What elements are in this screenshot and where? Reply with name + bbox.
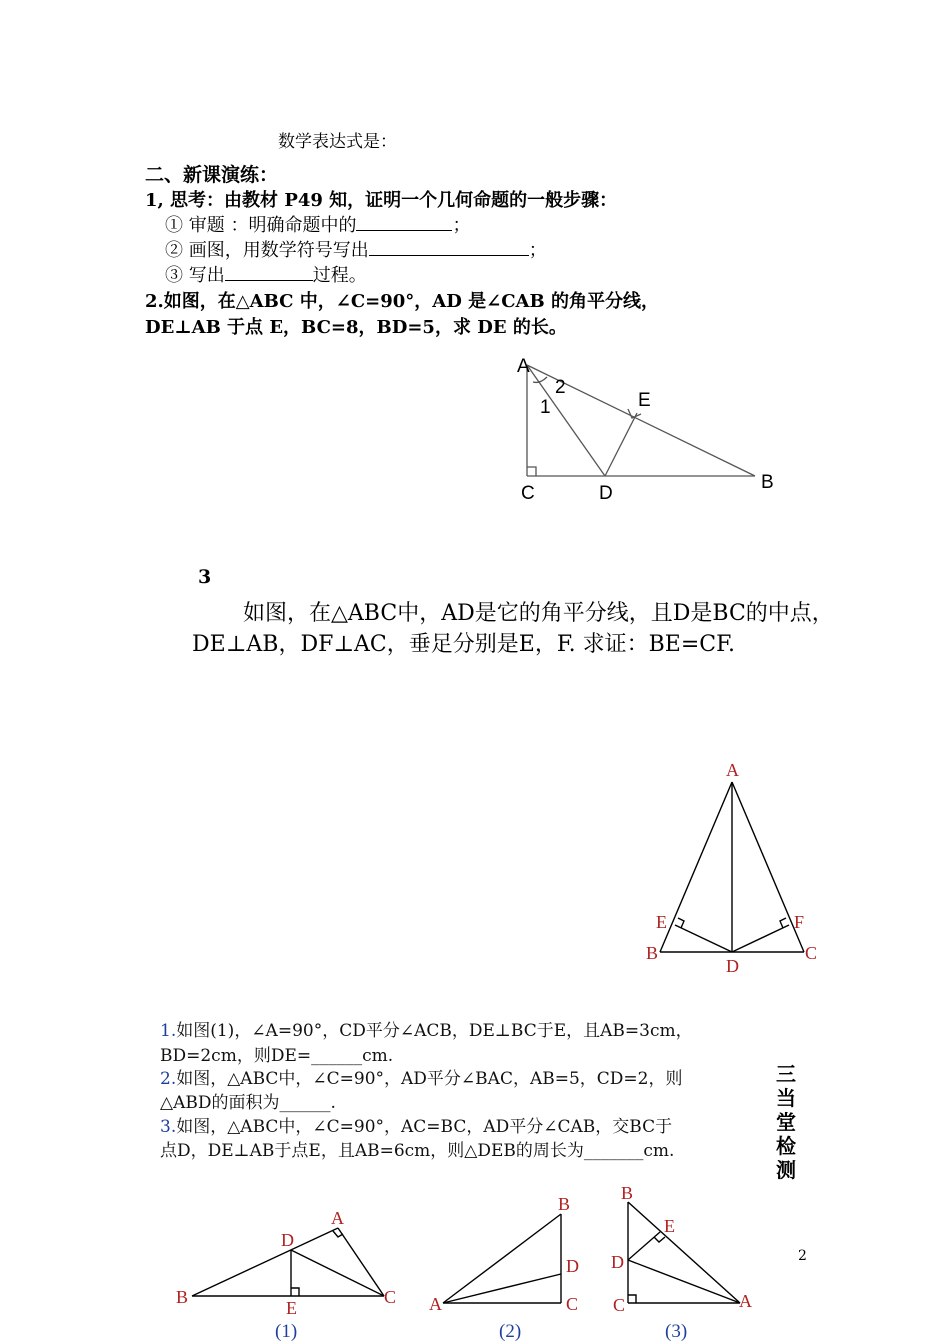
sf2-label-d: D (566, 1256, 579, 1276)
sf3-bisector-ad (628, 1260, 740, 1303)
sf3-right-angle-c (628, 1295, 636, 1303)
sf3-label-e: E (664, 1216, 675, 1236)
q1-step1-post: ； (452, 215, 471, 236)
sf1-label-b: B (176, 1287, 189, 1307)
small-figure-2 (425, 1190, 595, 1344)
sf2-label-a: A (429, 1294, 442, 1314)
fig2-perp-de (675, 925, 732, 952)
sf1-label-a: A (331, 1208, 344, 1228)
exercise-2-line2: △ABD的面积为______. (160, 1093, 336, 1113)
sf1-label-e: E (286, 1298, 297, 1318)
p3-line2: DE⊥AB，DF⊥AC，垂足分别是E，F. 求证：BE=CF. (192, 632, 735, 657)
fig2-label-a: A (726, 760, 739, 780)
sf3-label-a: A (739, 1291, 752, 1311)
q1-step2-post: ； (528, 240, 547, 261)
sf1-caption: (1) (275, 1321, 298, 1342)
q1-step3 (165, 261, 367, 287)
exercise-3-number: 3. (160, 1117, 177, 1137)
fig2-label-d: D (726, 956, 739, 976)
exercise-3-line1 (160, 1112, 672, 1137)
fig2-label-f: F (794, 912, 805, 932)
fig2-side-ab (660, 782, 732, 952)
sf2-label-b: B (558, 1194, 571, 1214)
fig1-label-angle1: 1 (540, 397, 551, 418)
fig2-label-e: E (656, 912, 667, 932)
exercise-3-line2: 点D，DE⊥AB于点E，且AB=6cm，则△DEB的周长为_______cm. (160, 1141, 675, 1161)
fig1-label-angle2: 2 (555, 377, 566, 398)
sf3-right-angle-e (654, 1237, 665, 1242)
small-figure-3 (605, 1180, 765, 1344)
p3-number: 3 (198, 566, 212, 588)
fig1-right-angle-c (527, 467, 536, 476)
sf1-bisector-cd (291, 1250, 384, 1296)
exercise-1-line2: BD=2cm，则DE=______cm. (160, 1046, 394, 1066)
q1-step3-blank[interactable] (225, 264, 313, 281)
fig1-label-e: E (638, 390, 651, 411)
fig2-label-c: C (805, 943, 818, 963)
sf2-label-c: C (566, 1294, 579, 1314)
sf2-caption: (2) (499, 1321, 522, 1342)
small-figure-1 (170, 1200, 410, 1344)
exercise-2-text: 如图，△ABC中，∠C=90°，AD平分∠BAC，AB=5，CD=2，则 (176, 1069, 683, 1089)
p3-line1: 如图，在△ABC中，AD是它的角平分线，且D是BC的中点， (243, 601, 834, 626)
q1-step1-blank[interactable] (356, 214, 452, 231)
sf2-side-ab (443, 1214, 561, 1303)
sf1-label-d: D (281, 1230, 294, 1250)
q1-prompt: 1, 思考：由教材 P49 知，证明一个几何命题的一般步骤： (145, 190, 618, 211)
fig1-label-a: A (517, 356, 530, 377)
q1-step3-pre: ③ 写出 (165, 265, 225, 286)
q1-step2-blank[interactable] (369, 239, 529, 256)
fig2-label-b: B (646, 943, 659, 963)
fig2-perp-df (732, 925, 789, 952)
fig1-label-b: B (761, 472, 774, 493)
q1-step3-post: 过程。 (312, 265, 367, 286)
sf3-label-d: D (611, 1252, 624, 1272)
q2-line1: 2.如图，在△ABC 中，∠C=90°，AD 是∠CAB 的角平分线， (145, 291, 659, 312)
figure-1 (500, 350, 800, 510)
intro-text: 数学表达式是： (278, 132, 397, 152)
exercise-1-text: 如图(1)，∠A=90°，CD平分∠ACB，DE⊥BC于E，且AB=3cm， (176, 1021, 693, 1041)
sf3-label-c: C (613, 1295, 626, 1315)
exercise-2-number: 2. (160, 1069, 177, 1089)
sf1-label-c: C (384, 1287, 397, 1307)
figure-2 (640, 755, 830, 975)
sf3-label-b: B (621, 1183, 634, 1203)
q1-step2 (165, 236, 547, 262)
exercise-3-text: 如图，△ABC中，∠C=90°，AC=BC，AD平分∠CAB，交BC于 (176, 1117, 673, 1137)
page-number: 2 (798, 1248, 807, 1264)
sf2-bisector-ad (443, 1274, 561, 1303)
exercise-1-number: 1. (160, 1021, 177, 1041)
sf3-caption: (3) (665, 1321, 688, 1342)
section-title: 二、新课演练： (145, 164, 279, 186)
q1-step2-pre: ② 画图，用数学符号写出 (165, 240, 369, 261)
q1-step1 (165, 211, 470, 237)
exercise-2-line1 (160, 1064, 682, 1089)
sf1-right-angle-e (291, 1288, 299, 1296)
sf1-side-ac (338, 1228, 384, 1296)
q2-line2: DE⊥AB 于点 E，BC=8，BD=5，求 DE 的长。 (145, 317, 567, 338)
fig1-label-c: C (521, 483, 535, 504)
sf3-perp-de (628, 1232, 660, 1260)
fig1-perp-de (605, 413, 637, 476)
q1-step1-pre: ① 审题 ：明确命题中的 (165, 215, 357, 236)
fig1-angle-arc (533, 377, 547, 382)
side-label-vertical: 三当堂检测 (776, 1062, 796, 1182)
sf3-side-ba (628, 1202, 740, 1303)
exercise-1-line1 (160, 1016, 693, 1041)
fig1-label-d: D (599, 483, 613, 504)
